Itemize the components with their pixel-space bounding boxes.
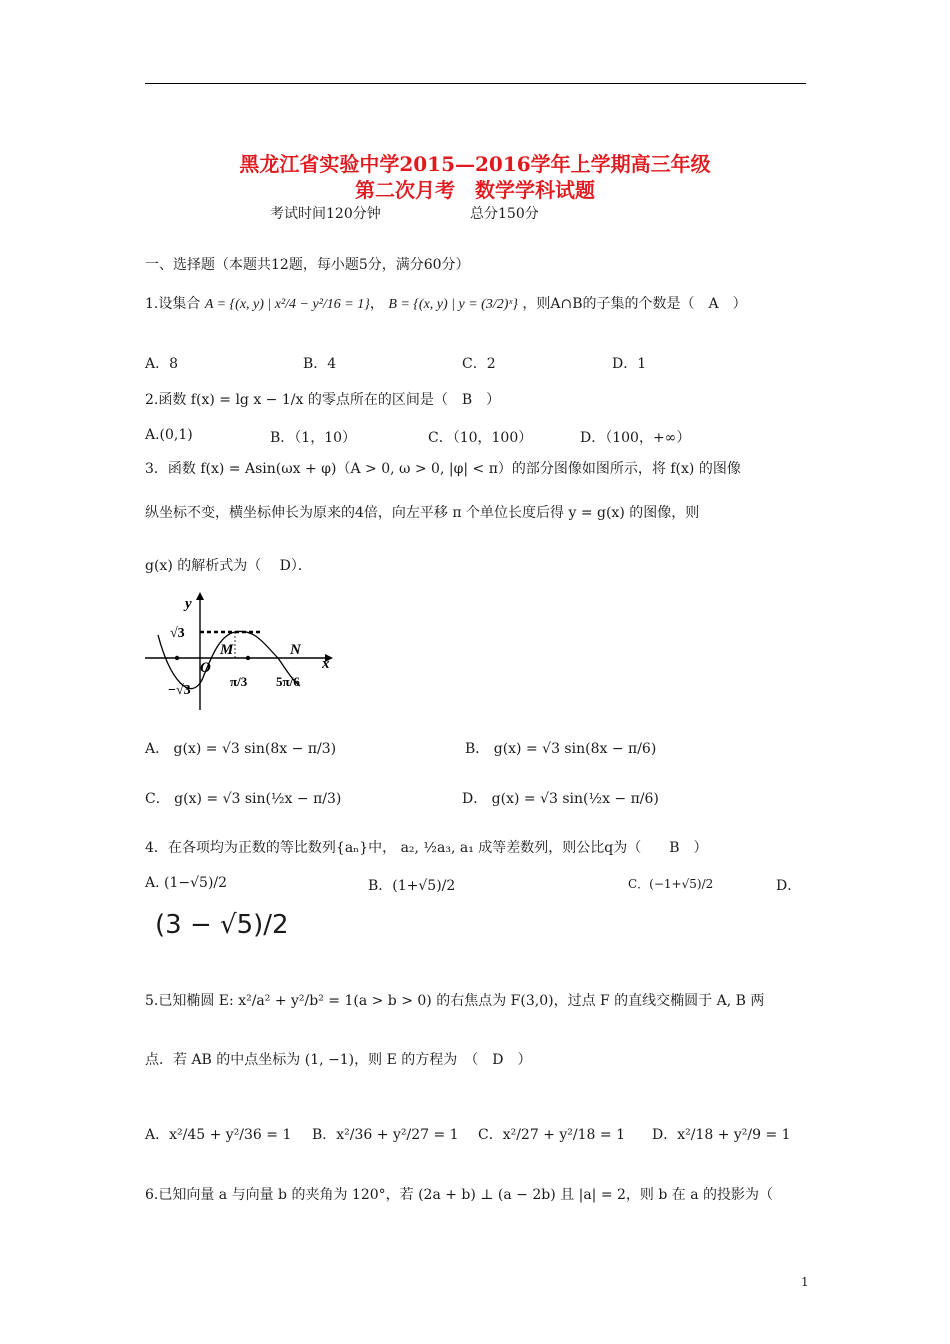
q1-stem: 1.设集合 A = {(x, y) | x²/4 − y²/16 = 1}， B = {(x, y) | y = (3/2)ˣ} ，则A∩B的子集的个数是（ A ） [145, 296, 747, 312]
q3-function-graph [140, 590, 340, 715]
header-rule [145, 83, 806, 84]
q1-stem-prefix: 1.设集合 [145, 296, 201, 312]
q5-stem-line2: 点．若 AB 的中点坐标为 (1, −1)，则 E 的方程为 （ D ） [145, 1052, 532, 1068]
q5-stem-line1: 5.已知椭圆 E: x²/a² + y²/b² = 1(a > b > 0) 的右焦点为 F(3,0)，过点 F 的直线交椭圆于 A, B 两 [145, 993, 765, 1009]
exam-title-line2: 第二次月考 数学学科试题 [355, 178, 595, 202]
y-axis-arrow-icon [196, 592, 204, 600]
point-n-label: N [290, 642, 301, 658]
y-axis-label: y [185, 596, 192, 612]
five-pi-over-6-label: 5π/6 [276, 674, 300, 689]
q4-option-b: B．(1+√5)/2 [368, 878, 456, 894]
q5-option-c: C．x²/27 + y²/18 = 1 [478, 1127, 625, 1143]
q3-stem-line1: 3．函数 f(x) = Asin(ωx + φ)（A > 0, ω > 0, |φ| < π）的部分图像如图所示，将 f(x) 的图像 [145, 461, 741, 477]
q2-option-b: B．（1，10） [270, 430, 357, 446]
zero-point [175, 656, 179, 660]
q6-stem: 6.已知向量 a 与向量 b 的夹角为 120°，若 (2a + b) ⊥ (a − 2b) 且 |a| = 2，则 b 在 a 的投影为（ [145, 1187, 774, 1203]
pi-over-3-label: π/3 [230, 674, 248, 689]
point-m [246, 656, 250, 660]
q4-stem: 4．在各项均为正数的等比数列{aₙ}中， a₂, ½a₃, a₁ 成等差数列，则公比q为（ B ） [145, 840, 708, 856]
q3-stem-line2: 纵坐标不变，横坐标伸长为原来的4倍，向左平移 π 个单位长度后得 y = g(x) 的图像，则 [145, 505, 700, 521]
q1-option-a: A．8 [145, 356, 179, 372]
q3-option-d: D． g(x) = √3 sin(½x − π/6) [462, 791, 659, 807]
q3-option-c: C． g(x) = √3 sin(½x − π/3) [145, 791, 342, 807]
q1-set-b: B = {(x, y) | y = (3/2)ˣ} [388, 297, 518, 312]
q5-option-d: D．x²/18 + y²/9 = 1 [652, 1127, 791, 1143]
q3-option-b: B． g(x) = √3 sin(8x − π/6) [465, 741, 657, 757]
q4-option-d: D． [776, 878, 802, 894]
q1-option-c: C．2 [462, 356, 496, 372]
q2-option-c: C．（10，100） [428, 430, 533, 446]
q4-option-d-value: (3 − √5)/2 [155, 910, 289, 940]
exam-title-line1: 黑龙江省实验中学2015—2016学年上学期高三年级 [239, 152, 711, 176]
exam-time: 考试时间120分钟 [270, 206, 381, 222]
page-number: 1 [801, 1275, 809, 1289]
q1-stem-suffix: ，则A∩B的子集的个数是（ A ） [522, 296, 747, 312]
q2-option-d: D．（100，+∞） [580, 430, 691, 446]
q3-stem-line3: g(x) 的解析式为（ D）． [145, 558, 312, 574]
q2-stem: 2.函数 f(x) = lg x − 1/x 的零点所在的区间是（ B ） [145, 392, 501, 408]
point-m-label: M [220, 642, 234, 658]
q1-option-b: B．4 [303, 356, 337, 372]
q5-option-b: B．x²/36 + y²/27 = 1 [312, 1127, 459, 1143]
neg-sqrt3-label: −√3 [168, 683, 191, 698]
sqrt3-label: √3 [170, 626, 185, 641]
q2-option-a: A.(0,1) [145, 427, 193, 443]
q4-option-c: C．(−1+√5)/2 [628, 877, 714, 891]
exam-total-score: 总分150分 [470, 206, 539, 222]
q5-option-a: A．x²/45 + y²/36 = 1 [145, 1127, 292, 1143]
q4-option-a: A. (1−√5)/2 [145, 875, 228, 891]
q1-option-d: D．1 [612, 356, 647, 372]
q1-set-a: A = {(x, y) | x²/4 − y²/16 = 1} [204, 297, 370, 312]
origin-label: O [200, 660, 211, 676]
q3-option-a: A． g(x) = √3 sin(8x − π/3) [145, 741, 337, 757]
x-axis-label: x [322, 656, 330, 672]
section-heading: 一、选择题（本题共12题，每小题5分，满分60分） [145, 257, 470, 273]
